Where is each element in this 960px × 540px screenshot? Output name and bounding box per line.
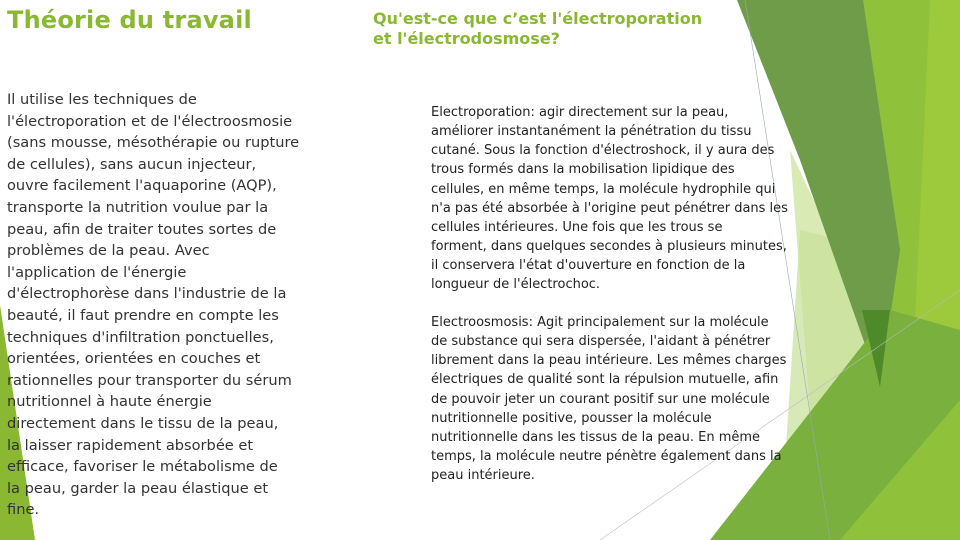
electroporation-paragraph: Electroporation: agir directement sur la peau, améliorer instantanément la pénétration du tissu cutané. Sous la fonction d'électroshock, il y aura des trous formés dans la mobilisation lipidique des cellules, en même temps, la molécule hydrophile qui n'a pas été absorbée à l'origine peut pénétrer dans les cellules intérieures. Une fois que les trous se forment, dans quelques secondes à plusieurs minutes, il conservera l'état d'ouverture en fonction de la longueur de l'électrochoc. bbox=[431, 105, 788, 293]
electroosmosis-paragraph: Electroosmosis: Agit principalement sur la molécule de substance qui sera dispersée, l'aidant à pénétrer librement dans la peau intérieure. Les mêmes charges électriques de qualité sont la répulsion mutuelle, afin de pouvoir jeter un courant positif sur une molécule nutritionnelle positive, pousser la molécule nutritionnelle dans les tissus de la peau. En même temps, la molécule neutre pénètre également dans la peau intérieure. bbox=[431, 315, 787, 484]
slide-subtitle: Qu'est-ce que c’est l'électroporation et l'électrodosmose? bbox=[373, 9, 703, 48]
slide-title: Théorie du travail bbox=[7, 6, 252, 34]
left-body-text: Il utilise les techniques de l'électroporation et de l'électroosmosie (sans mousse, mésothérapie ou rupture de cellules), sans aucun injecteur, ouvre facilement l'aquaporine (AQP), transporte la nutrition voulue par la peau, afin de traiter toutes sortes de problèmes de la peau. Avec l'application de l'énergie d'électrophorèse dans l'industrie de la beauté, il faut prendre en compte les techniques d'infiltration ponctuelles, orientées, orientées en couches et rationnelles pour transporter du sérum nutritionnel à haute énergie directement dans le tissu de la peau, la laisser rapidement absorbée et efficace, favoriser le métabolisme de la peau, garder la peau élastique et fine. bbox=[7, 91, 300, 519]
